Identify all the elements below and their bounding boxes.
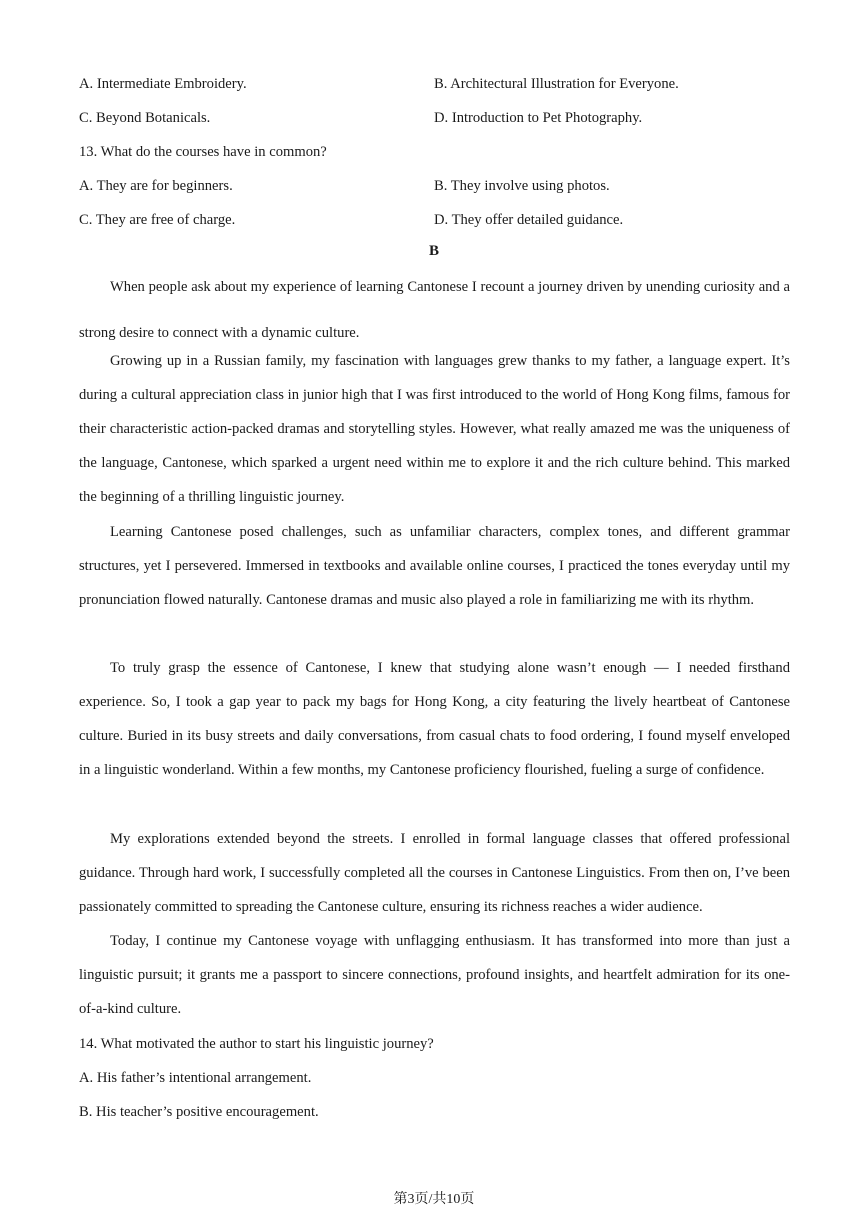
passage-paragraph-4 [79, 651, 790, 787]
q13-option-b: B. They involve using photos. [434, 178, 610, 194]
q13-option-d: D. They offer detailed guidance. [434, 212, 624, 228]
q12-option-a: A. Intermediate Embroidery. [79, 76, 247, 92]
passage-paragraph-3 [79, 515, 790, 617]
q14-option-b: B. His teacher’s positive encouragement. [79, 1104, 319, 1120]
q12-option-c: C. Beyond Botanicals. [79, 110, 211, 126]
q12-option-d: D. Introduction to Pet Photography. [434, 110, 643, 126]
passage-paragraph-3-text: Learning Cantonese posed challenges, such as unfamiliar characters, complex tones, and different grammar structures, yet I persevered. Immersed in textbooks and available online courses, I practiced the tones everyday until my pronunciation flowed naturally. Cantonese dramas and music also played a role in familiarizing me with its rhythm. [79, 524, 790, 609]
q12-option-b: B. Architectural Illustration for Everyone. [434, 76, 679, 92]
passage-paragraph-2 [79, 344, 790, 514]
q12-options-row-1 [79, 73, 791, 95]
page-number: 第3页/共10页 [393, 1192, 475, 1207]
section-heading: B [428, 243, 439, 259]
q13-stem: 13. What do the courses have in common? [79, 144, 327, 160]
passage-paragraph-2-text: Growing up in a Russian family, my fascination with languages grew thanks to my father, a language expert. It’s during a cultural appreciation class in junior high that I was first introduced to the world of Hong Kong films, famous for their characteristic action-packed dramas and storytelling styles. However, what really amazed me was the uniqueness of the language, Cantonese, which sparked a urgent need within me to explore it and the rich culture behind. This marked the beginning of a thrilling linguistic journey. [79, 353, 790, 506]
passage-paragraph-5 [79, 822, 790, 924]
passage-paragraph-1-text: When people ask about my experience of learning Cantonese I recount a journey driven by unending curiosity and a strong desire to connect with a dynamic culture. [79, 279, 790, 341]
passage-paragraph-1 [79, 264, 790, 356]
passage-paragraph-5-text: My explorations extended beyond the streets. I enrolled in formal language classes that offered professional guidance. Through hard work, I successfully completed all the courses in Cantonese Linguistics. From then on, I’ve been passionately committed to spreading the Cantonese culture, ensuring its richness reaches a wider audience. [79, 831, 790, 916]
passage-paragraph-6 [79, 924, 790, 1026]
q13-option-a: A. They are for beginners. [79, 178, 233, 194]
q13-option-c: C. They are free of charge. [79, 212, 236, 228]
q14-stem: 14. What motivated the author to start his linguistic journey? [79, 1036, 434, 1052]
q14-option-a: A. His father’s intentional arrangement. [79, 1070, 312, 1086]
q13-options-row-1 [79, 175, 791, 197]
q12-options-row-2 [79, 107, 791, 129]
passage-paragraph-4-text: To truly grasp the essence of Cantonese, I knew that studying alone wasn’t enough — I needed firsthand experience. So, I took a gap year to pack my bags for Hong Kong, a city featuring the lively heartbeat of Cantonese culture. Buried in its busy streets and daily conversations, from casual chats to food ordering, I found myself enveloped in a linguistic wonderland. Within a few months, my Cantonese proficiency flourished, fueling a surge of confidence. [79, 660, 790, 779]
passage-paragraph-6-text: Today, I continue my Cantonese voyage with unflagging enthusiasm. It has transformed into more than just a linguistic pursuit; it grants me a passport to sincere connections, profound insights, and heartfelt admiration for its one-of-a-kind culture. [79, 933, 790, 1018]
q13-options-row-2 [79, 209, 791, 231]
